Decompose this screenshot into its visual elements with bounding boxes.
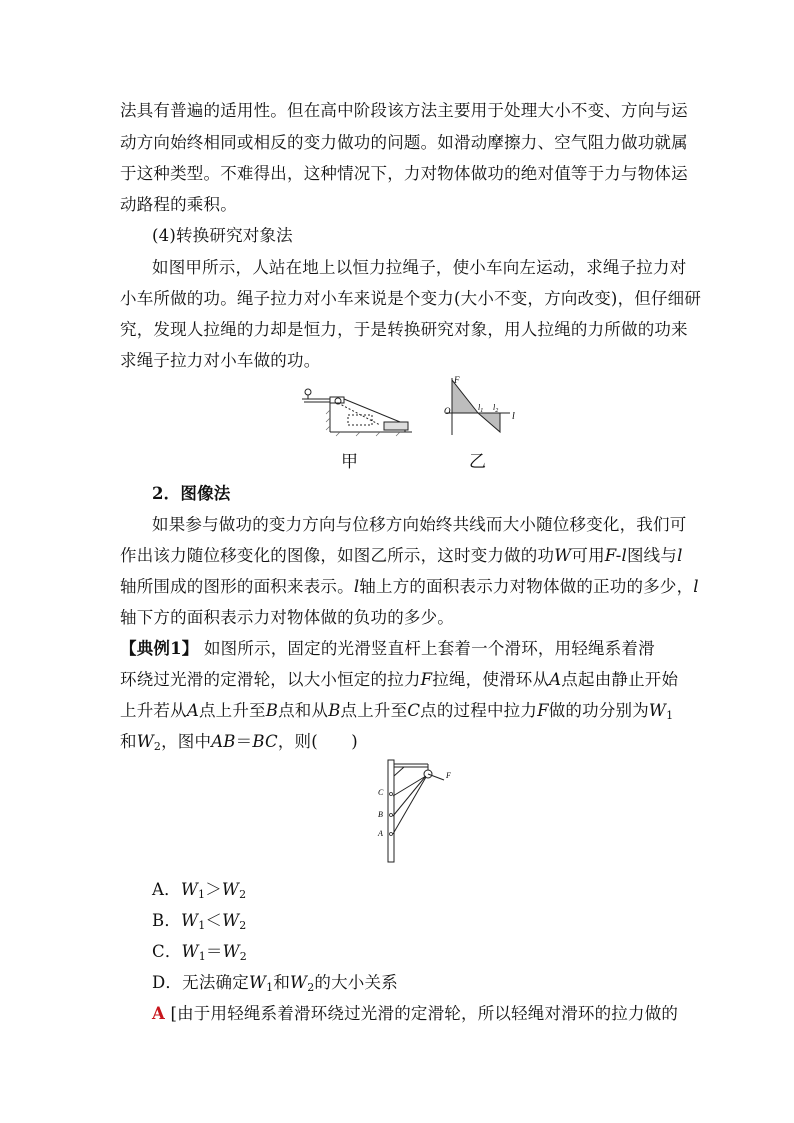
- text-line: 如图甲所示，人站在地上以恒力拉绳子，使小车向左运动，求绳子拉力对: [152, 258, 687, 277]
- point-b-label: B: [378, 810, 383, 819]
- text-line: 轴下方的面积表示力对物体做的负功的多少。: [120, 608, 454, 627]
- example-line: 和$W_2$，图中AB＝BC，则( ): [120, 732, 358, 753]
- text-line: 究，发现人拉绳的力却是恒力，于是转换研究对象，用人拉绳的力所做的功来: [120, 320, 688, 339]
- example-line: 环绕过光滑的定滑轮，以大小恒定的拉力F拉绳，使滑环从A点起由静止开始: [120, 670, 679, 689]
- text-line: 小车所做的功。绳子拉力对小车来说是个变力(大小不变，方向改变)，但仔细研: [120, 289, 702, 308]
- text-line: 动方向始终相同或相反的变力做功的问题。如滑动摩擦力、空气阻力做功就属: [120, 133, 688, 152]
- graph-l2-label: $l_2$: [493, 403, 499, 414]
- answer-letter: A: [152, 1004, 166, 1023]
- graph-origin-label: O: [444, 406, 451, 416]
- graph-l1-label: $l_1$: [478, 403, 484, 414]
- text-line: 法具有普遍的适用性。但在高中阶段该方法主要用于处理大小不变、方向与运: [120, 101, 688, 120]
- text-line: 求绳子拉力对小车做的功。: [120, 351, 321, 370]
- force-displacement-graph: [444, 375, 515, 435]
- section-heading: 2．图像法: [152, 484, 231, 503]
- text-line: 于这种类型。不难得出，这种情况下，力对物体做功的绝对值等于力与物体运: [120, 164, 688, 183]
- example-line: 上升若从A点上升至B点和从B点上升至C点的过程中拉力F做的功分别为$W_1$: [120, 701, 674, 722]
- option-d: D．无法确定$W_1$和$W_2$的大小关系: [152, 973, 398, 994]
- section-heading: (4)转换研究对象法: [152, 226, 293, 245]
- point-c-label: C: [378, 788, 384, 797]
- option-a: A．$W_1>W_2$: [152, 880, 247, 901]
- answer-line: A [由于用轻绳系着滑环绕过光滑的定滑轮，所以轻绳对滑环的拉力做的: [152, 1004, 679, 1023]
- text-line: 轴所围成的图形的面积来表示。l轴上方的面积表示力对物体做的正功的多少，l: [120, 577, 699, 596]
- force-f-label: F: [446, 771, 451, 780]
- figure-cart-and-force-graph: [300, 370, 520, 442]
- figure-caption-left: 甲: [341, 452, 358, 472]
- text-line: 作出该力随位移变化的图像，如图乙所示，这时变力做的功W可用F-l图线与l: [120, 546, 683, 565]
- cart-diagram: [302, 389, 412, 436]
- figure-caption-right: 乙: [469, 452, 486, 472]
- figure-pole-pulley: [366, 758, 466, 864]
- option-c: C．$W_1=W_2$: [152, 942, 247, 963]
- graph-f-label: F: [454, 375, 460, 385]
- graph-axis-label: l: [512, 411, 515, 422]
- point-a-label: A: [378, 829, 383, 838]
- option-b: B．$W_1<W_2$: [152, 911, 247, 932]
- text-line: 动路程的乘积。: [120, 195, 237, 214]
- text-line: 如果参与做功的变力方向与位移方向始终共线而大小随位移变化，我们可: [152, 515, 687, 534]
- example-line: 【典例1】 如图所示，固定的光滑竖直杆上套着一个滑环，用轻绳系着滑: [120, 639, 655, 658]
- example-tag: 【典例1】: [120, 639, 199, 658]
